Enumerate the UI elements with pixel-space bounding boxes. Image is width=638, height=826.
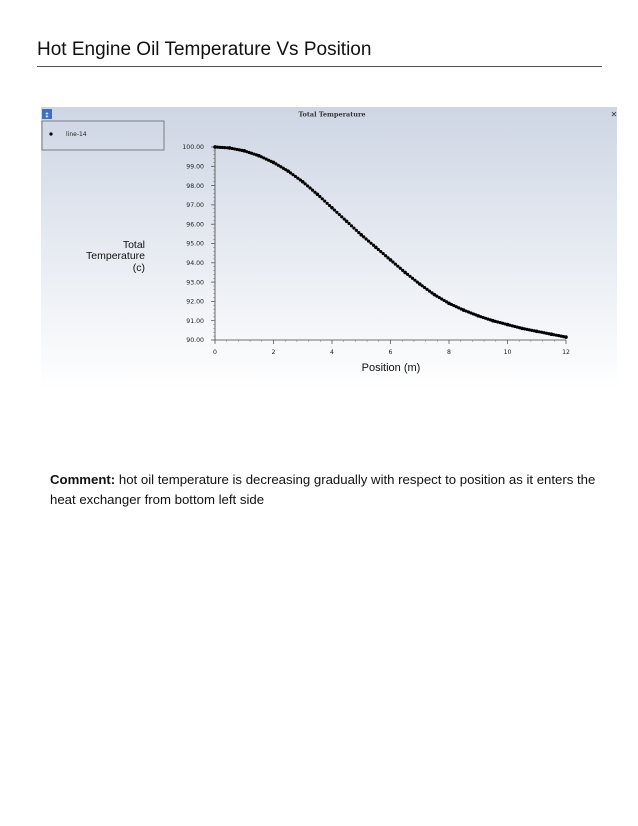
data-point (394, 262, 397, 265)
comment-label: Comment: (50, 472, 116, 487)
y-tick-label: 98.00 (186, 182, 204, 190)
x-tick-label: 12 (562, 349, 570, 356)
data-point (347, 222, 350, 225)
data-point (326, 202, 329, 205)
data-point (365, 237, 368, 240)
data-point (311, 189, 314, 192)
data-point (323, 199, 326, 202)
comment-text: hot oil temperature is decreasing gradually with respect to position as it enters the heat exchanger from bottom left side (50, 472, 596, 507)
x-tick-label: 10 (503, 349, 512, 356)
y-tick-label: 99.00 (186, 163, 204, 171)
chart-header-title: Total Temperature (298, 110, 366, 119)
data-point (350, 224, 353, 227)
data-point (304, 182, 307, 185)
data-point (382, 252, 385, 255)
y-tick-label: 100.00 (182, 144, 204, 152)
temperature-chart (41, 107, 617, 390)
data-point (318, 195, 321, 198)
x-tick-label: 0 (213, 349, 217, 356)
data-point (369, 242, 372, 245)
data-point (379, 250, 382, 253)
x-tick-label: 8 (447, 349, 451, 356)
y-tick-label: 90.00 (186, 337, 204, 345)
pin-icon-glyph: ↕ (44, 111, 50, 120)
temperature-chart-panel (41, 107, 617, 390)
data-point (306, 184, 309, 187)
data-point (340, 215, 343, 218)
y-tick-label: 97.00 (186, 202, 204, 210)
x-tick-label: 6 (388, 349, 393, 356)
data-point (335, 211, 338, 214)
data-point (564, 335, 568, 339)
data-point (338, 213, 341, 216)
data-point (308, 186, 311, 189)
y-axis-title-line-3: (c) (132, 262, 145, 274)
data-point (367, 239, 370, 242)
data-point (362, 235, 365, 238)
document-title: Hot Engine Oil Temperature Vs Position (37, 39, 372, 60)
data-point (399, 267, 402, 270)
y-tick-label: 92.00 (186, 298, 204, 306)
x-tick-label: 4 (330, 349, 334, 356)
y-tick-label: 93.00 (186, 279, 204, 287)
y-tick-label: 91.00 (186, 317, 204, 325)
data-point (384, 254, 387, 257)
y-tick-label: 96.00 (186, 221, 204, 229)
data-point (321, 197, 324, 200)
close-icon[interactable]: ✕ (610, 110, 617, 119)
x-axis-title: Position (m) (361, 362, 421, 374)
title-underline (37, 66, 602, 67)
legend-marker (49, 132, 52, 135)
legend-label: line-14 (66, 131, 87, 138)
data-point (377, 248, 380, 251)
data-point (355, 229, 358, 232)
y-tick-label: 94.00 (186, 260, 204, 267)
x-tick-label: 2 (271, 349, 276, 356)
data-point (333, 208, 336, 211)
y-tick-label: 95.00 (186, 240, 204, 248)
comment-paragraph (50, 470, 610, 510)
y-axis-title-line-2: Temperature (86, 250, 145, 262)
data-point (396, 265, 399, 268)
data-point (391, 260, 394, 263)
data-point (352, 226, 355, 229)
y-axis-title-line-1: Total (122, 239, 145, 251)
